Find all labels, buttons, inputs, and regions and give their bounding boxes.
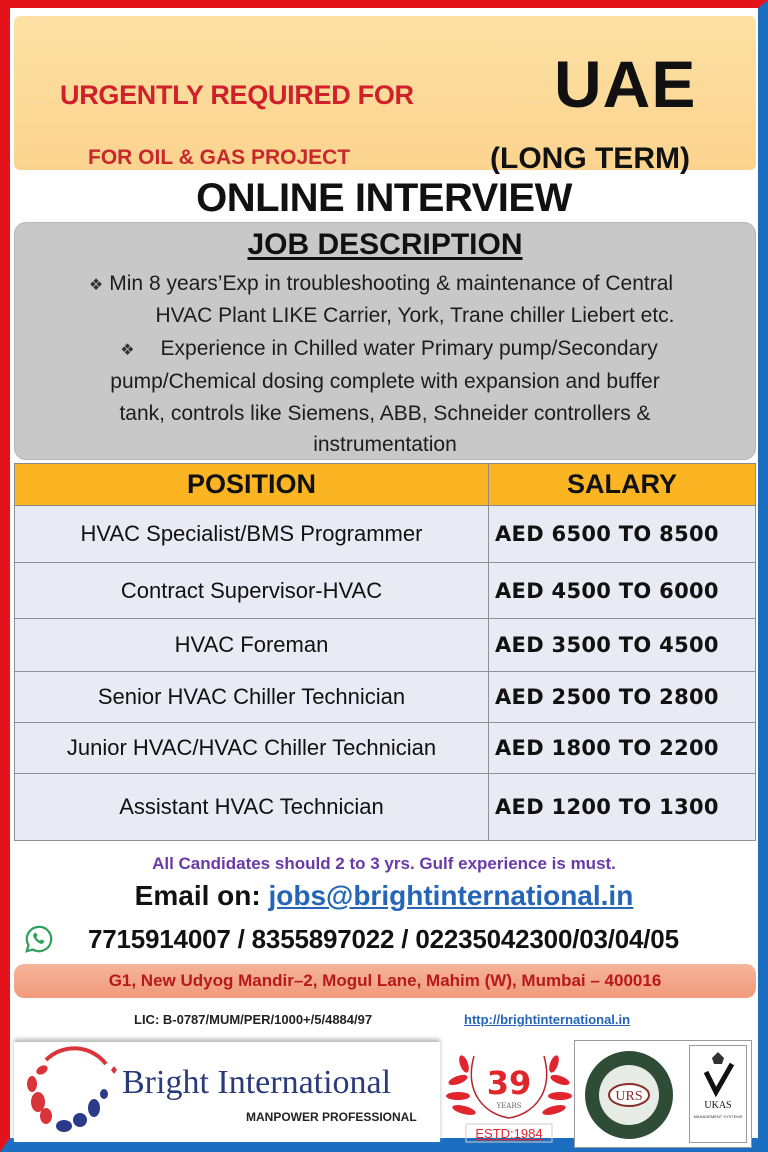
- table-row: [15, 723, 756, 774]
- job-description-box: [14, 222, 756, 460]
- company-logo-panel: [14, 1042, 440, 1142]
- position-cell: Junior HVAC/HVAC Chiller Technician: [15, 723, 489, 774]
- phone-numbers: 7715914007 / 8355897022 / 02235042300/03/04/05: [88, 924, 679, 954]
- jd-line-5: tank, controls like Siemens, ABB, Schneider controllers &: [119, 402, 651, 425]
- salary-cell: AED 4500 TO 6000: [489, 563, 756, 619]
- experience-note: All Candidates should 2 to 3 yrs. Gulf experience is must.: [152, 854, 616, 873]
- ukas-badge: [689, 1045, 747, 1143]
- job-description-title: JOB DESCRIPTION: [247, 228, 523, 261]
- table-row: [15, 774, 756, 841]
- phone-row: [24, 922, 754, 958]
- position-cell: HVAC Foreman: [15, 619, 489, 672]
- position-cell: Contract Supervisor-HVAC: [15, 563, 489, 619]
- table-row: [15, 563, 756, 619]
- salary-cell: AED 1800 TO 2200: [489, 723, 756, 774]
- table-row: [15, 506, 756, 563]
- website-link[interactable]: http://brightinternational.in: [464, 1012, 631, 1027]
- office-address: G1, New Udyog Mandir–2, Mogul Lane, Mahim (W), Mumbai – 400016: [14, 964, 756, 998]
- position-cell: Senior HVAC Chiller Technician: [15, 672, 489, 723]
- header-banner: [14, 16, 756, 175]
- salary-cell: AED 2500 TO 2800: [489, 672, 756, 723]
- jd-line-6: instrumentation: [313, 433, 457, 456]
- svg-text:UKAS: UKAS: [704, 1100, 732, 1111]
- diamond-bullet-icon: ❖: [120, 342, 135, 359]
- column-header-salary: SALARY: [489, 464, 756, 506]
- svg-text:39: 39: [486, 1064, 532, 1102]
- whatsapp-icon: [24, 924, 54, 954]
- brand-name: Bright International: [122, 1064, 392, 1101]
- diamond-bullet-icon: ❖: [88, 277, 104, 294]
- brand-tagline: MANPOWER PROFESSIONAL: [246, 1110, 417, 1124]
- positions-table: [14, 463, 756, 841]
- email-label: Email on:: [134, 880, 261, 911]
- table-row: [15, 672, 756, 723]
- svg-text:URS: URS: [615, 1089, 643, 1104]
- position-cell: Assistant HVAC Technician: [15, 774, 489, 841]
- iso-urs-seal-icon: [581, 1047, 677, 1143]
- jd-line-2: HVAC Plant LIKE Carrier, York, Trane chiller Liebert etc.: [155, 304, 675, 327]
- project-label: FOR OIL & GAS PROJECT: [88, 146, 351, 169]
- anniversary-badge-icon: [444, 1042, 574, 1146]
- salary-cell: AED 1200 TO 1300: [489, 774, 756, 841]
- ukas-check-icon: [690, 1046, 746, 1142]
- urgent-label: URGENTLY REQUIRED FOR: [60, 80, 414, 110]
- column-header-position: POSITION: [15, 464, 489, 506]
- certification-panel: [574, 1040, 752, 1148]
- jd-line-3: ❖ Experience in Chilled water Primary pump/Secondary: [120, 337, 658, 360]
- svg-text:ESTD:1984: ESTD:1984: [475, 1126, 543, 1141]
- country-title: UAE: [554, 47, 697, 121]
- interview-mode-title: ONLINE INTERVIEW: [196, 176, 572, 220]
- salary-cell: AED 6500 TO 8500: [489, 506, 756, 563]
- salary-cell: AED 3500 TO 4500: [489, 619, 756, 672]
- table-header-row: [15, 464, 756, 506]
- position-cell: HVAC Specialist/BMS Programmer: [15, 506, 489, 563]
- email-row: [10, 880, 758, 912]
- jd-line-4: pump/Chemical dosing complete with expansion and buffer: [110, 370, 660, 393]
- license-number: LIC: B-0787/MUM/PER/1000+/5/4884/97: [134, 1012, 373, 1027]
- company-logo-icon: [16, 1046, 122, 1140]
- jd-line-1: ❖ Min 8 years’Exp in troubleshooting & maintenance of Central: [88, 272, 674, 295]
- table-row: [15, 619, 756, 672]
- svg-text:YEARS: YEARS: [496, 1102, 522, 1110]
- email-link[interactable]: jobs@brightinternational.in: [268, 880, 634, 911]
- duration-label: (LONG TERM): [490, 142, 690, 175]
- svg-text:MANAGEMENT SYSTEMS: MANAGEMENT SYSTEMS: [693, 1114, 743, 1119]
